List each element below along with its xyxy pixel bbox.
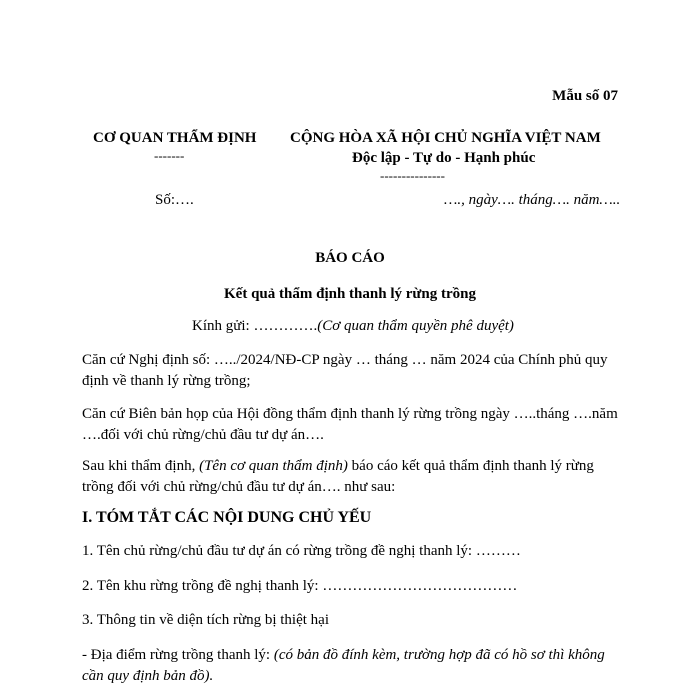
- appraisal-intro-start: Sau khi thẩm định,: [82, 458, 200, 474]
- form-number: Mẫu số 07: [552, 88, 618, 104]
- bullet-location-label: - Địa điểm rừng trồng thanh lý:: [82, 647, 274, 663]
- paragraph-legal-basis-2: Căn cứ Biên bản họp của Hội đồng thẩm định thanh lý rừng trồng ngày …..tháng ….năm ….đối với chủ rừng/chủ đầu tư dự án….: [82, 406, 618, 443]
- agency-divider: -------: [154, 148, 185, 163]
- paragraph-appraisal-intro: [82, 456, 622, 498]
- list-item: 2. Tên khu rừng trồng đề nghị thanh lý: …………………………………: [82, 578, 518, 594]
- list-item: 1. Tên chủ rừng/chủ đầu tư dự án có rừng trồng đề nghị thanh lý: ………: [82, 543, 521, 559]
- recipient-line: [192, 318, 514, 335]
- appraisal-agency-placeholder: (Tên cơ quan thẩm định): [199, 458, 348, 474]
- bullet-location-note: (có bản đồ đính kèm, trường hợp đã có hồ sơ thì không cần quy định bản đồ).: [82, 647, 605, 684]
- section-heading: I. TÓM TẮT CÁC NỘI DUNG CHỦ YẾU: [82, 509, 372, 526]
- paragraph-legal-basis-1: Căn cứ Nghị định số: …../2024/NĐ-CP ngày … tháng … năm 2024 của Chính phủ quy định về thanh lý rừng trồng;: [82, 352, 608, 389]
- recipient-prefix: Kính gửi: ………….: [192, 318, 318, 334]
- appraisal-intro-end: báo cáo kết quả thẩm định thanh lý rừng trồng đối với chủ rừng/chủ đầu tư dự án…. như sau:: [82, 458, 594, 495]
- report-subtitle: Kết quả thẩm định thanh lý rừng trồng: [224, 286, 476, 302]
- bullet-location: [82, 645, 622, 687]
- report-title: BÁO CÁO: [315, 250, 385, 266]
- motto-divider: ---------------: [380, 168, 445, 183]
- agency-name: CƠ QUAN THẨM ĐỊNH: [93, 130, 257, 146]
- date-line: …., ngày…. tháng…. năm…..: [444, 192, 621, 208]
- list-item: 3. Thông tin về diện tích rừng bị thiệt hại: [82, 612, 329, 628]
- national-title: CỘNG HÒA XÃ HỘI CHỦ NGHĨA VIỆT NAM: [290, 130, 601, 146]
- recipient-target: (Cơ quan thẩm quyền phê duyệt): [317, 318, 514, 334]
- national-motto: Độc lập - Tự do - Hạnh phúc: [352, 150, 536, 166]
- document-number: Số:….: [155, 192, 194, 208]
